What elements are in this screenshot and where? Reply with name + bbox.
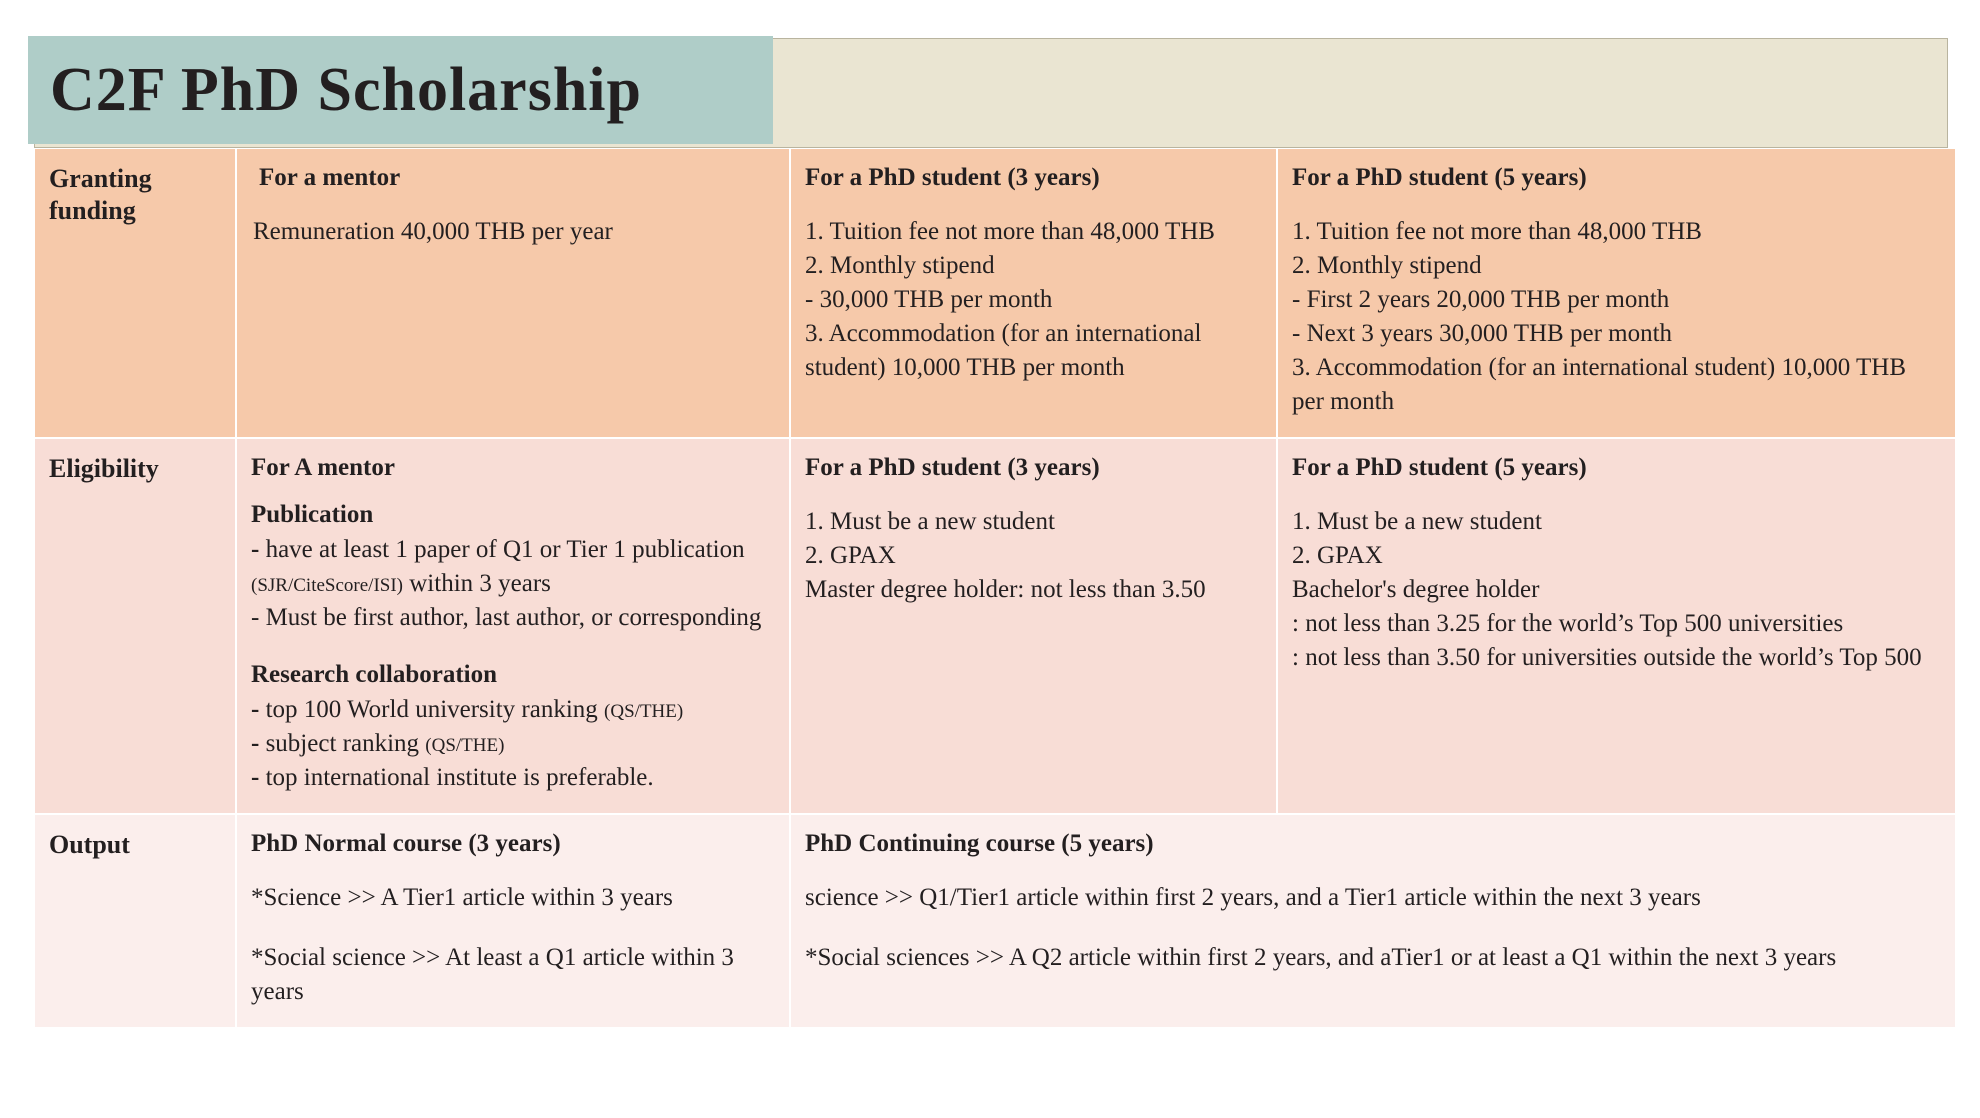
- bullet-item: [251, 727, 775, 761]
- bullet-dash: -: [251, 536, 260, 563]
- row-label-cell-eligibility: [35, 438, 237, 814]
- cell-line: 2. GPAX: [1292, 542, 1383, 569]
- bullet-item: [251, 533, 775, 601]
- cell-line: - Next 3 years 30,000 THB per month: [1292, 320, 1673, 347]
- page-title: C2F PhD Scholarship: [50, 55, 643, 124]
- cell-eligibility-phd5: [1277, 438, 1956, 814]
- cell-line: *Science >> A Tier1 article within 3 years: [251, 884, 673, 911]
- bullet-item: [251, 761, 775, 795]
- bullet-text: have at least 1 paper of Q1 or Tier 1 publication: [265, 536, 745, 563]
- cell-output-continuing-course: [790, 814, 1956, 1028]
- cell-granting-phd5: [1277, 149, 1956, 439]
- row-label: Eligibility: [49, 454, 159, 483]
- bullet-text: top 100 World university ranking: [265, 696, 598, 723]
- slide-title-band: [28, 36, 773, 144]
- cell-line: - 30,000 THB per month: [805, 286, 1053, 313]
- bullet-text: subject ranking: [265, 730, 420, 757]
- cell-heading: For a PhD student (5 years): [1292, 164, 1587, 191]
- bullet-tail: within 3 years: [409, 570, 551, 597]
- bullet-note: (SJR/CiteScore/ISI): [251, 575, 403, 596]
- cell-line: science >> Q1/Tier1 article within first 2 years, and a Tier1 article within the next 3 years: [805, 884, 1701, 911]
- table-row: [35, 438, 1956, 814]
- group-title-publication: Publication: [251, 501, 374, 528]
- bullet-dash: -: [251, 696, 260, 723]
- cell-line: : not less than 3.50 for universities outside the world’s Top 500: [1292, 644, 1922, 671]
- cell-line: Bachelor's degree holder: [1292, 576, 1540, 603]
- row-label-cell-output: [35, 814, 237, 1028]
- row-label-cell-granting-funding: [35, 149, 237, 439]
- scholarship-table: [34, 148, 1956, 1028]
- bullet-item: [251, 693, 775, 727]
- bullet-item: [251, 601, 775, 635]
- bullet-text: top international institute is preferable.: [265, 764, 654, 791]
- cell-line: *Social sciences >> A Q2 article within first 2 years, and aTier1 or at least a Q1 within the next 3 years: [805, 944, 1837, 971]
- cell-line: *Social science >> At least a Q1 article within 3 years: [251, 944, 734, 1005]
- cell-heading: For A mentor: [251, 454, 395, 481]
- cell-line: 2. Monthly stipend: [1292, 252, 1482, 279]
- bullet-dash: -: [251, 604, 260, 631]
- group-title-research-collaboration: Research collaboration: [251, 661, 498, 688]
- cell-line: 2. Monthly stipend: [805, 252, 995, 279]
- cell-heading: For a mentor: [259, 164, 401, 191]
- table-row: [35, 814, 1956, 1028]
- cell-granting-phd3: [790, 149, 1277, 439]
- cell-granting-mentor: [236, 149, 790, 439]
- bullet-note: (QS/THE): [425, 735, 505, 756]
- cell-heading: For a PhD student (3 years): [805, 164, 1100, 191]
- cell-output-normal-course: [236, 814, 790, 1028]
- cell-eligibility-phd3: [790, 438, 1277, 814]
- cell-heading: For a PhD student (3 years): [805, 454, 1100, 481]
- cell-heading: PhD Continuing course (5 years): [805, 830, 1154, 857]
- table-row: [35, 149, 1956, 439]
- cell-eligibility-mentor: [236, 438, 790, 814]
- cell-line: Master degree holder: not less than 3.50: [805, 576, 1206, 603]
- cell-line: 3. Accommodation (for an international student) 10,000 THB per month: [1292, 354, 1907, 415]
- bullet-text: Must be first author, last author, or corresponding: [265, 604, 762, 631]
- cell-heading: PhD Normal course (3 years): [251, 830, 561, 857]
- row-label: Granting funding: [49, 164, 152, 225]
- cell-line: : not less than 3.25 for the world’s Top 500 universities: [1292, 610, 1844, 637]
- cell-line: 1. Tuition fee not more than 48,000 THB: [1292, 218, 1702, 245]
- cell-line: - First 2 years 20,000 THB per month: [1292, 286, 1670, 313]
- cell-line: Remuneration 40,000 THB per year: [253, 218, 613, 245]
- bullet-dash: -: [251, 764, 260, 791]
- cell-line: 1. Tuition fee not more than 48,000 THB: [805, 218, 1215, 245]
- cell-heading: For a PhD student (5 years): [1292, 454, 1587, 481]
- cell-line: 1. Must be a new student: [1292, 508, 1542, 535]
- bullet-dash: -: [251, 730, 260, 757]
- row-label: Output: [49, 830, 130, 859]
- cell-line: 3. Accommodation (for an international student) 10,000 THB per month: [805, 320, 1202, 381]
- cell-line: 2. GPAX: [805, 542, 896, 569]
- bullet-note: (QS/THE): [604, 701, 684, 722]
- cell-line: 1. Must be a new student: [805, 508, 1055, 535]
